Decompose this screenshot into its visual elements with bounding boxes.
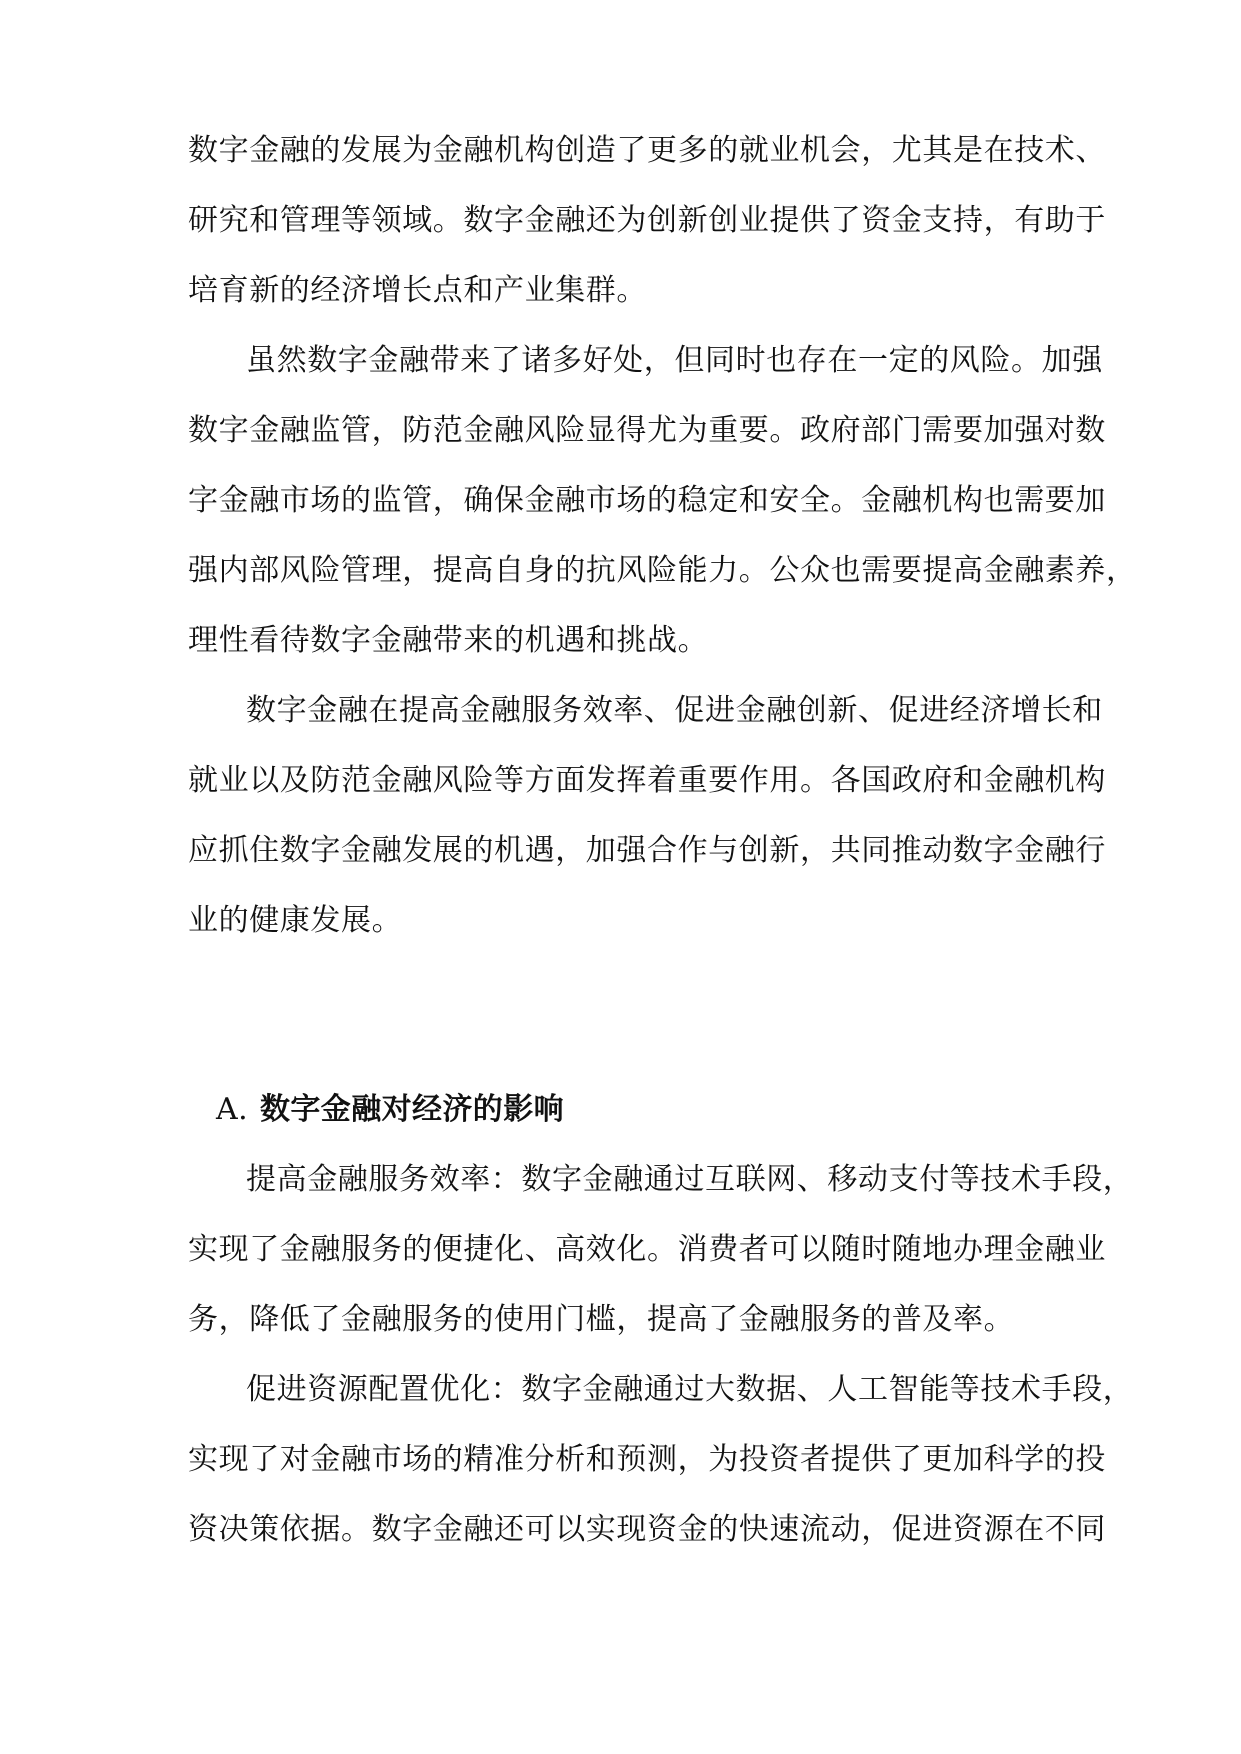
section-paragraph-2-line-2: 实现了对金融市场的精准分析和预测，为投资者提供了更加科学的投	[188, 1442, 1106, 1477]
paragraph-1-line-3: 培育新的经济增长点和产业集群。	[188, 273, 647, 308]
paragraph-3-line-4: 业的健康发展。	[188, 903, 403, 938]
section-paragraph-1-line-1: 提高金融服务效率：数字金融通过互联网、移动支付等技术手段，	[246, 1162, 1134, 1197]
paragraph-2-line-2: 数字金融监管，防范金融风险显得尤为重要。政府部门需要加强对数	[188, 413, 1106, 448]
paragraph-2-line-5: 理性看待数字金融带来的机遇和挑战。	[188, 623, 709, 658]
section-paragraph-1-line-3: 务，降低了金融服务的使用门槛，提高了金融服务的普及率。	[188, 1302, 1015, 1337]
paragraph-2-line-3: 字金融市场的监管，确保金融市场的稳定和安全。金融机构也需要加	[188, 483, 1106, 518]
section-paragraph-2-line-3: 资决策依据。数字金融还可以实现资金的快速流动，促进资源在不同	[188, 1512, 1106, 1547]
section-heading	[216, 1090, 564, 1130]
paragraph-3-line-1: 数字金融在提高金融服务效率、促进金融创新、促进经济增长和	[246, 693, 1103, 728]
paragraph-2-line-1: 虽然数字金融带来了诸多好处，但同时也存在一定的风险。加强	[246, 343, 1103, 378]
section-heading-number: A.	[216, 1092, 249, 1127]
paragraph-1-line-2: 研究和管理等领域。数字金融还为创新创业提供了资金支持，有助于	[188, 203, 1106, 238]
section-paragraph-2-line-1: 促进资源配置优化：数字金融通过大数据、人工智能等技术手段，	[246, 1372, 1134, 1407]
paragraph-2-line-4: 强内部风险管理，提高自身的抗风险能力。公众也需要提高金融素养，	[188, 553, 1137, 588]
section-heading-title: 数字金融对经济的影响	[260, 1092, 564, 1127]
paragraph-3-line-2: 就业以及防范金融风险等方面发挥着重要作用。各国政府和金融机构	[188, 763, 1106, 798]
section-paragraph-1-line-2: 实现了金融服务的便捷化、高效化。消费者可以随时随地办理金融业	[188, 1232, 1106, 1267]
paragraph-1-line-1: 数字金融的发展为金融机构创造了更多的就业机会，尤其是在技术、	[188, 133, 1106, 168]
paragraph-3-line-3: 应抓住数字金融发展的机遇，加强合作与创新，共同推动数字金融行	[188, 833, 1106, 868]
